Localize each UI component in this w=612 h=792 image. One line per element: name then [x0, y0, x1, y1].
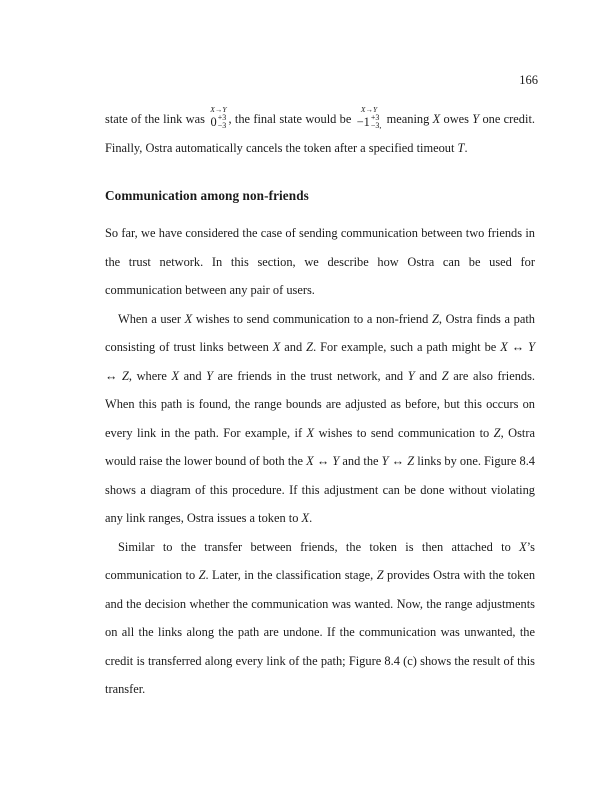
text-segment: and: [280, 340, 307, 354]
text-segment: one credit. Finally, Ostra automatically cancels the token after a specified timeout: [105, 112, 535, 155]
text-segment: wishes to send communication to: [314, 425, 494, 440]
text-segment: , where: [128, 368, 172, 383]
link-state-notation: [210, 106, 226, 131]
text-segment: . For example, such a path might be: [313, 340, 501, 354]
paragraph-similar-to: [105, 533, 535, 704]
text-segment: ↔: [388, 454, 408, 468]
text-segment: wishes to send communication to a non-friend: [192, 311, 432, 326]
math-overscript: X→Y: [360, 104, 378, 114]
math-variable: Z: [122, 368, 129, 383]
math-variable: X: [171, 368, 180, 383]
math-variable: Y: [381, 454, 389, 468]
paragraph-so-far: [105, 219, 535, 305]
math-variable: X: [184, 311, 193, 326]
math-variable: X: [272, 340, 281, 354]
text-segment: state of the link was: [105, 112, 209, 126]
paragraph-when-a-user: [105, 305, 535, 533]
text-segment: Similar to the transfer between friends, the token is then attached to: [118, 539, 520, 554]
text-segment: .: [309, 511, 313, 525]
math-variable: X: [306, 454, 314, 468]
math-variable: Z: [431, 311, 439, 326]
text-segment: meaning: [383, 112, 433, 126]
text-segment: , Ostra finds a path consisting of trust links between: [105, 311, 535, 354]
math-superscript: +3: [370, 113, 380, 123]
section-heading: Communication among non-friends: [105, 188, 309, 203]
math-variable: X: [301, 511, 310, 525]
text-segment: are also friends. When this path is found, the range bounds are adjusted as before, but this occurs on every link in the path. For example, if: [105, 368, 536, 440]
math-overscript: X→Y: [210, 104, 227, 114]
math-variable: Z: [376, 568, 384, 582]
math-variable: Y: [472, 112, 480, 126]
text-segment: . Later, in the classification stage,: [205, 568, 377, 582]
math-variable: Z: [407, 454, 415, 468]
text-segment: provides Ostra with the token and the decision whether the communication was wanted. Now, the range adjustments on all the links along the path are undone. If the communication was unwanted, the credit is transferred along every link of the path; Figure 8.4 (c) shows the result of this transfer.: [105, 568, 536, 696]
text-segment: owes: [440, 112, 473, 126]
math-variable: Z: [198, 568, 206, 582]
text-segment: ↔: [105, 368, 122, 383]
text-segment: and the: [339, 454, 382, 468]
math-superscript: +3: [217, 113, 227, 123]
link-state-notation: [357, 106, 382, 131]
intro-paragraph: [105, 105, 535, 162]
text-segment: are friends in the trust network, and: [213, 368, 408, 383]
math-variable: Z: [306, 340, 314, 354]
text-segment: When a user: [118, 311, 185, 326]
math-subscript: −3,: [370, 121, 382, 131]
math-variable: Z: [441, 368, 449, 383]
text-segment: and: [414, 368, 442, 383]
text-segment: ↔: [507, 340, 529, 354]
math-variable: X: [432, 112, 441, 126]
page-number: 166: [519, 73, 538, 87]
math-variable: Y: [528, 340, 536, 354]
math-base-value: −1: [356, 115, 370, 130]
math-variable: Z: [493, 425, 501, 440]
math-variable: X: [519, 539, 527, 554]
math-variable: Y: [407, 368, 415, 383]
math-variable: X: [500, 340, 508, 354]
math-subscript: −3: [217, 121, 227, 131]
text-block: [105, 105, 535, 704]
math-variable: T: [457, 140, 465, 155]
text-segment: , Ostra would raise the lower bound of both the: [105, 425, 535, 468]
math-base-value: 0: [210, 115, 217, 130]
math-variable: Y: [332, 454, 340, 468]
math-variable: X: [306, 425, 315, 440]
text-segment: ’s communication to: [105, 539, 535, 582]
text-segment: ↔: [313, 454, 333, 468]
math-variable: Y: [206, 368, 214, 383]
text-segment: and: [179, 368, 207, 383]
text-segment: , the final state would be: [228, 112, 355, 126]
text-segment: So far, we have considered the case of sending communication between two friends in the trust network. In this section, we describe how Ostra can be used for communication between any pair of users.: [105, 226, 535, 297]
text-segment: links by one. Figure 8.4 shows a diagram of this procedure. If this adjustment can be done without violating any link ranges, Ostra issues a token to: [105, 454, 535, 525]
text-segment: .: [464, 140, 468, 155]
